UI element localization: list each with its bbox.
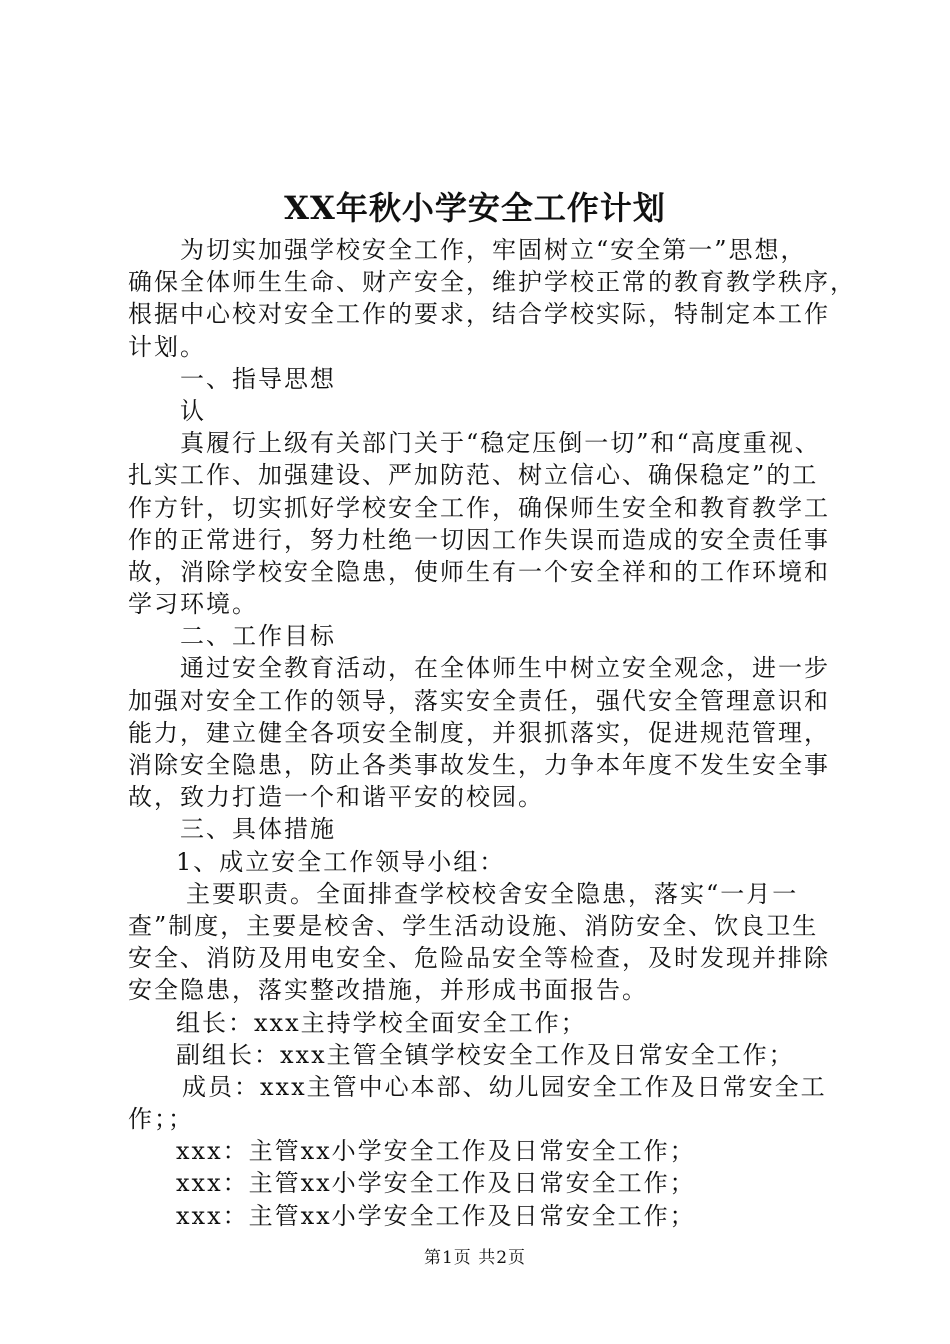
paragraph-line: 安全隐患，落实整改措施，并形成书面报告。 xyxy=(128,976,648,1005)
paragraph-line: 确保全体师生生命、财产安全，维护学校正常的教育教学秩序， xyxy=(128,268,856,297)
document-body xyxy=(128,234,856,1232)
paragraph-line: 安全、消防及用电安全、危险品安全等检查，及时发现并排除 xyxy=(128,944,830,973)
paragraph-line: 能力，建立健全各项安全制度，并狠抓落实，促进规范管理， xyxy=(128,718,830,747)
subsection-heading: 1、成立安全工作领导小组： xyxy=(176,847,506,876)
member-line: xxx：主管xx小学安全工作及日常安全工作； xyxy=(176,1201,696,1230)
paragraph-line: 为切实加强学校安全工作，牢固树立“安全第一”思想， xyxy=(180,236,807,264)
paragraph-line: 作方针，切实抓好学校安全工作，确保师生安全和教育教学工 xyxy=(128,493,830,522)
paragraph-line: 主要职责。全面排查学校校舍安全隐患，落实“一月一 xyxy=(186,879,799,908)
paragraph-line: 学习环境。 xyxy=(128,590,258,619)
section-heading: 三、具体措施 xyxy=(180,815,336,844)
member-line: 作；； xyxy=(128,1105,194,1134)
member-line: xxx：主管xx小学安全工作及日常安全工作； xyxy=(176,1137,696,1166)
paragraph-line: 查”制度，主要是校舍、学生活动设施、消防安全、饮良卫生 xyxy=(128,911,819,940)
paragraph-line: 故，致力打造一个和谐平安的校园。 xyxy=(128,783,544,812)
member-line: 组长：xxx主持学校全面安全工作； xyxy=(176,1008,587,1037)
member-line: xxx：主管xx小学安全工作及日常安全工作； xyxy=(176,1169,696,1198)
paragraph-line: 通过安全教育活动，在全体师生中树立安全观念，进一步 xyxy=(180,654,830,683)
section-heading: 一、指导思想 xyxy=(180,364,336,393)
paragraph-line: 作的正常进行，努力杜绝一切因工作失误而造成的安全责任事 xyxy=(128,525,830,554)
page-footer: 第1页 共2页 xyxy=(423,1248,527,1268)
document-title: XX年秋小学安全工作计划 xyxy=(284,189,666,227)
paragraph-line: 根据中心校对安全工作的要求，结合学校实际，特制定本工作 xyxy=(128,300,830,329)
paragraph-line: 真履行上级有关部门关于“稳定压倒一切”和“高度重视、 xyxy=(180,429,821,458)
member-line: 副组长：xxx主管全镇学校安全工作及日常安全工作； xyxy=(176,1040,795,1069)
paragraph-line: 认 xyxy=(180,396,206,425)
section-heading: 二、工作目标 xyxy=(180,622,336,651)
paragraph-line: 计划。 xyxy=(128,332,206,361)
paragraph-line: 加强对安全工作的领导，落实安全责任，强代安全管理意识和 xyxy=(128,686,830,715)
paragraph-line: 消除安全隐患，防止各类事故发生，力争本年度不发生安全事 xyxy=(128,751,830,779)
paragraph-line: 故，消除学校安全隐患，使师生有一个安全祥和的工作环境和 xyxy=(128,557,830,586)
member-line: 成员：xxx主管中心本部、幼儿园安全工作及日常安全工 xyxy=(182,1072,827,1101)
paragraph-line: 扎实工作、加强建设、严加防范、树立信心、确保稳定”的工 xyxy=(128,461,819,490)
